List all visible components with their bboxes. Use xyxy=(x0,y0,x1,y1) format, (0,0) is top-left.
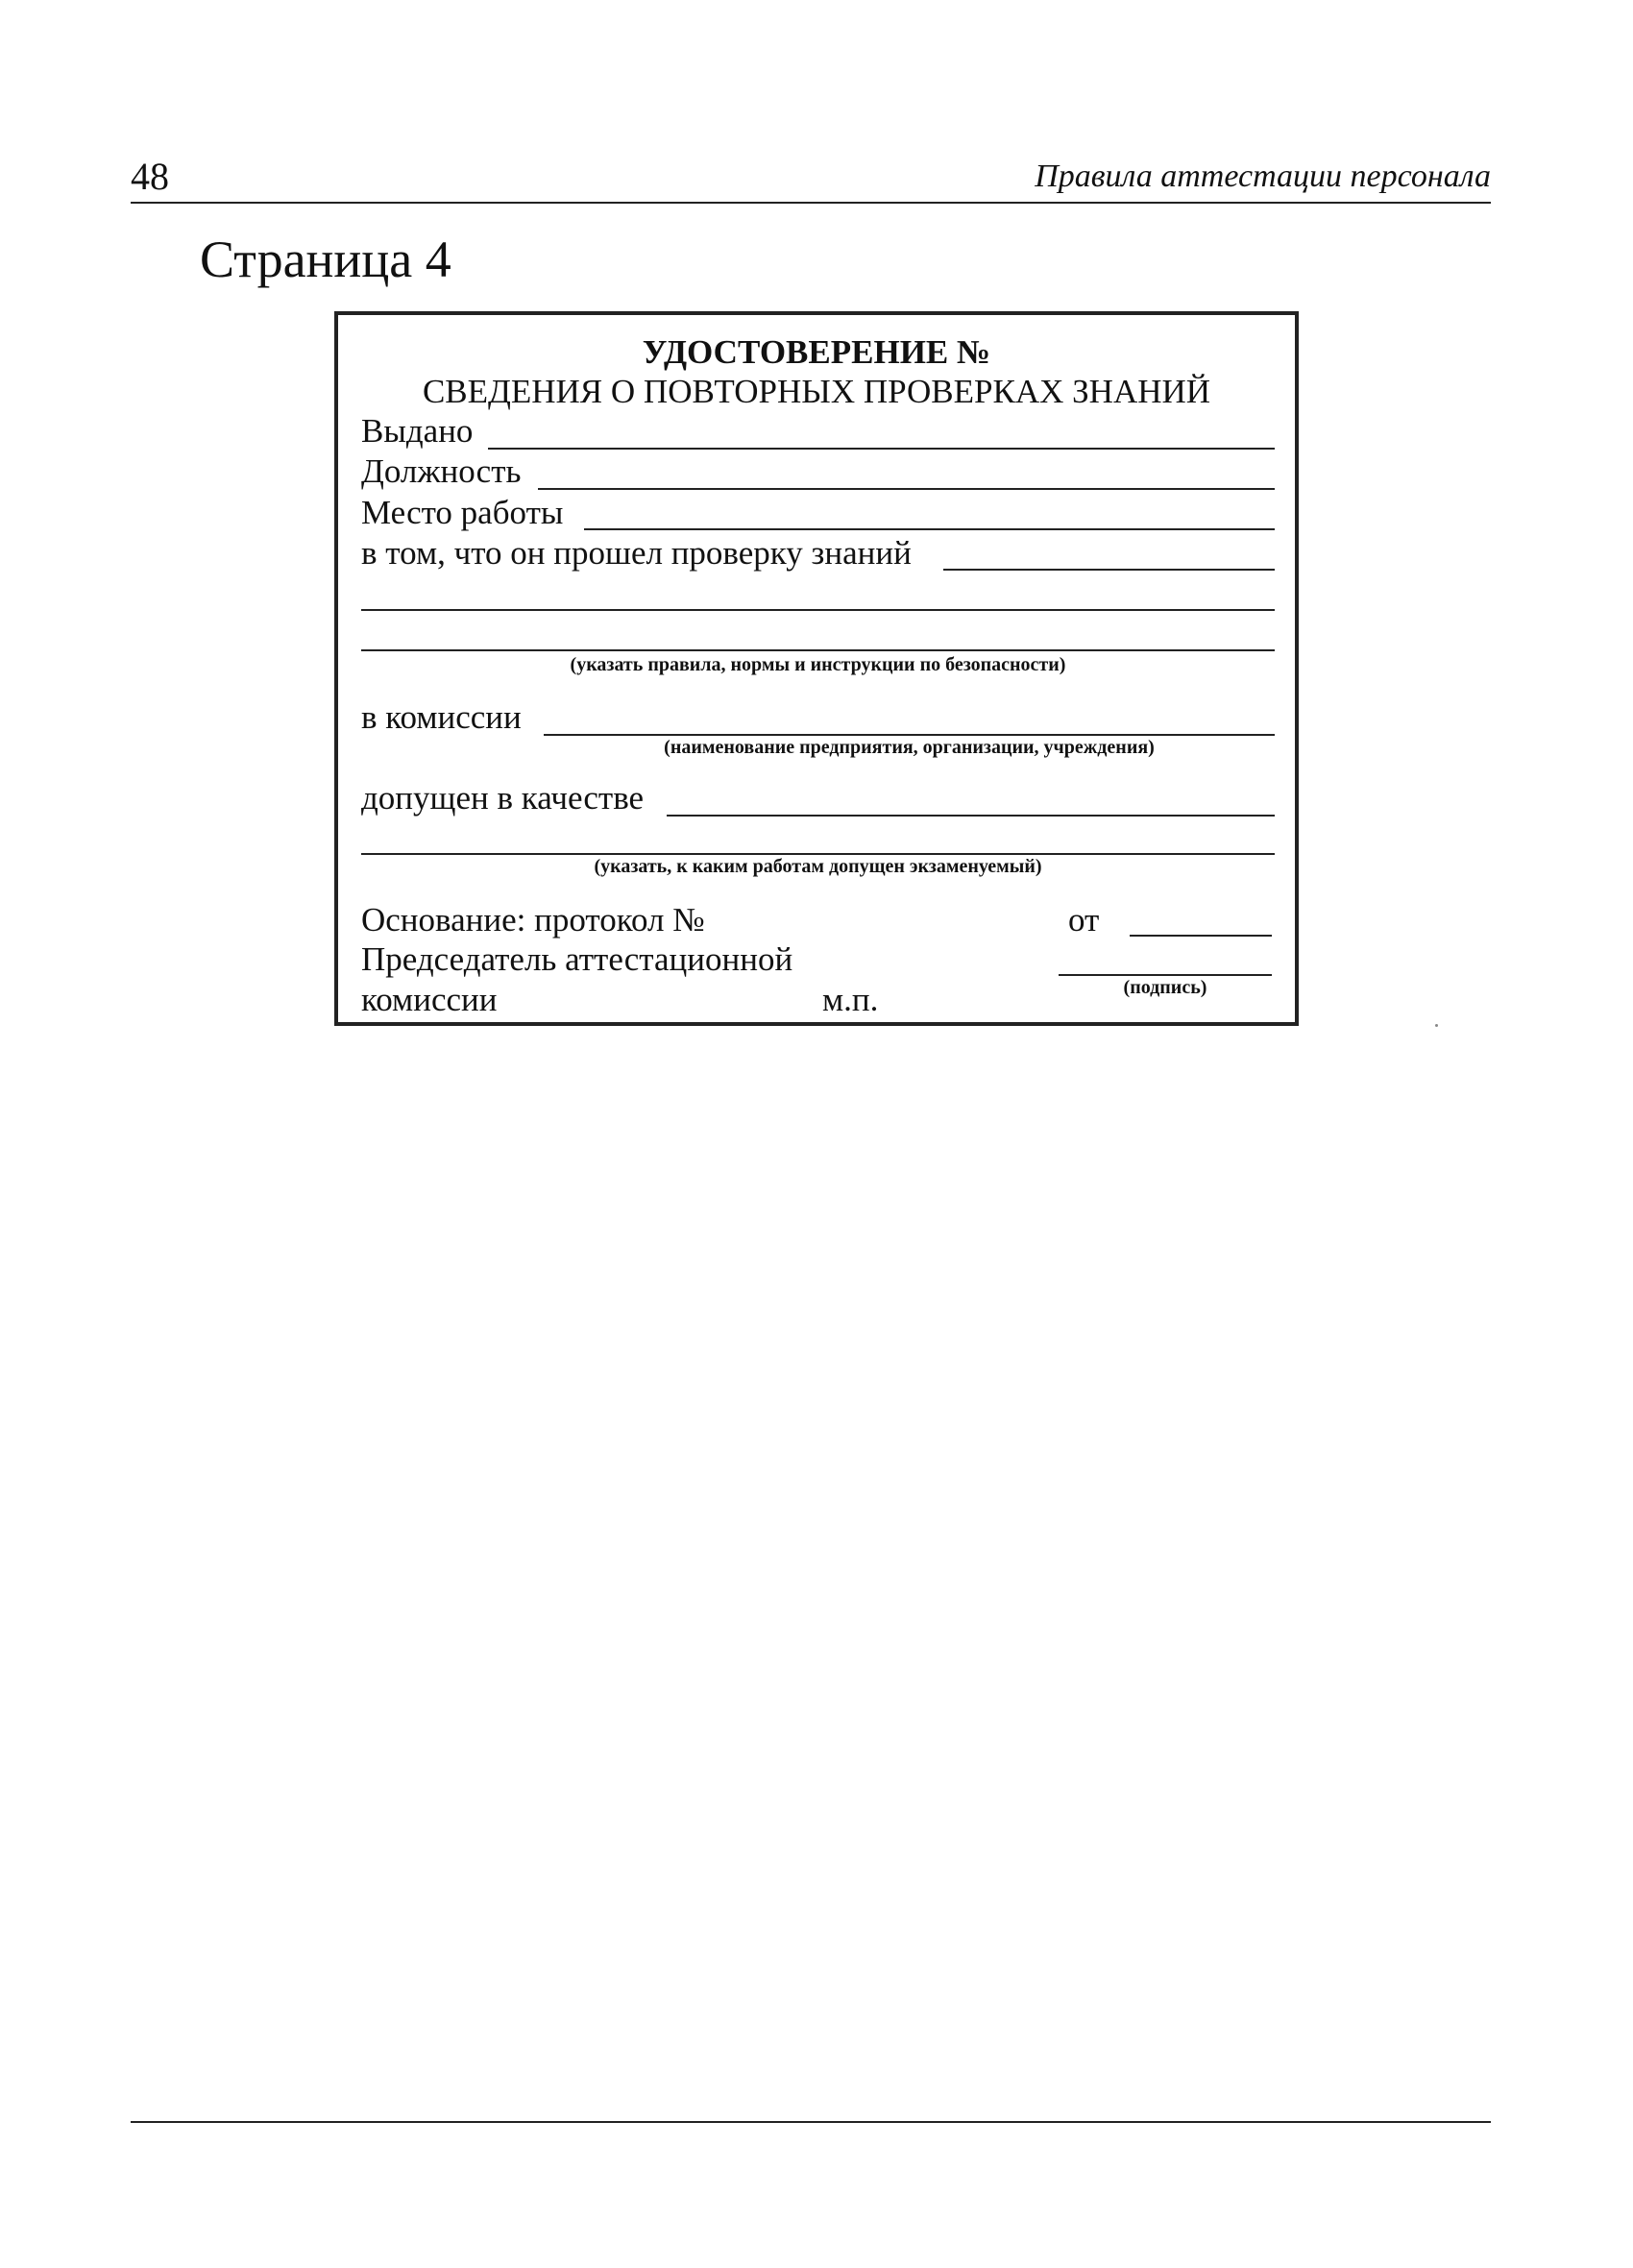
date-line xyxy=(1130,935,1272,937)
basis-label: Основание: протокол № xyxy=(361,901,705,939)
rules-line-2 xyxy=(361,649,1275,651)
rules-line-1 xyxy=(361,609,1275,611)
date-label: от xyxy=(1068,901,1100,939)
workplace-line xyxy=(584,528,1275,530)
position-line xyxy=(538,488,1275,490)
form-subtitle: СВЕДЕНИЯ О ПОВТОРНЫХ ПРОВЕРКАХ ЗНАНИЙ xyxy=(422,373,1211,410)
certificate-form xyxy=(334,311,1299,1026)
commission-note: (наименование предприятия, организации, учреждения) xyxy=(664,737,1155,758)
page-number: 48 xyxy=(131,155,169,198)
chairman-label-line1: Председатель аттестационной xyxy=(361,940,793,978)
admitted-note: (указать, к каким работам допущен экзаменуемый) xyxy=(594,856,1042,877)
page-label: Страница 4 xyxy=(200,231,451,288)
signature-note: (подпись) xyxy=(1123,977,1207,998)
position-label: Должность xyxy=(361,452,522,490)
chairman-label-line2: комиссии xyxy=(361,981,498,1018)
form-title: УДОСТОВЕРЕНИЕ № xyxy=(642,333,991,371)
knowledge-check-label: в том, что он прошел проверку знаний xyxy=(361,534,912,572)
stamp-label: м.п. xyxy=(822,981,879,1018)
commission-label: в комиссии xyxy=(361,698,522,736)
header-rule xyxy=(131,202,1491,204)
workplace-label: Место работы xyxy=(361,494,564,531)
knowledge-check-line xyxy=(943,569,1275,571)
admitted-label: допущен в качестве xyxy=(361,779,645,817)
footer-rule xyxy=(131,2121,1491,2123)
issued-to-line xyxy=(488,448,1275,450)
issued-to-label: Выдано xyxy=(361,412,474,450)
rules-note: (указать правила, нормы и инструкции по безопасности) xyxy=(570,654,1066,675)
running-header: Правила аттестации персонала xyxy=(1035,159,1491,194)
admitted-line xyxy=(667,815,1275,817)
scan-speck xyxy=(1435,1024,1438,1027)
